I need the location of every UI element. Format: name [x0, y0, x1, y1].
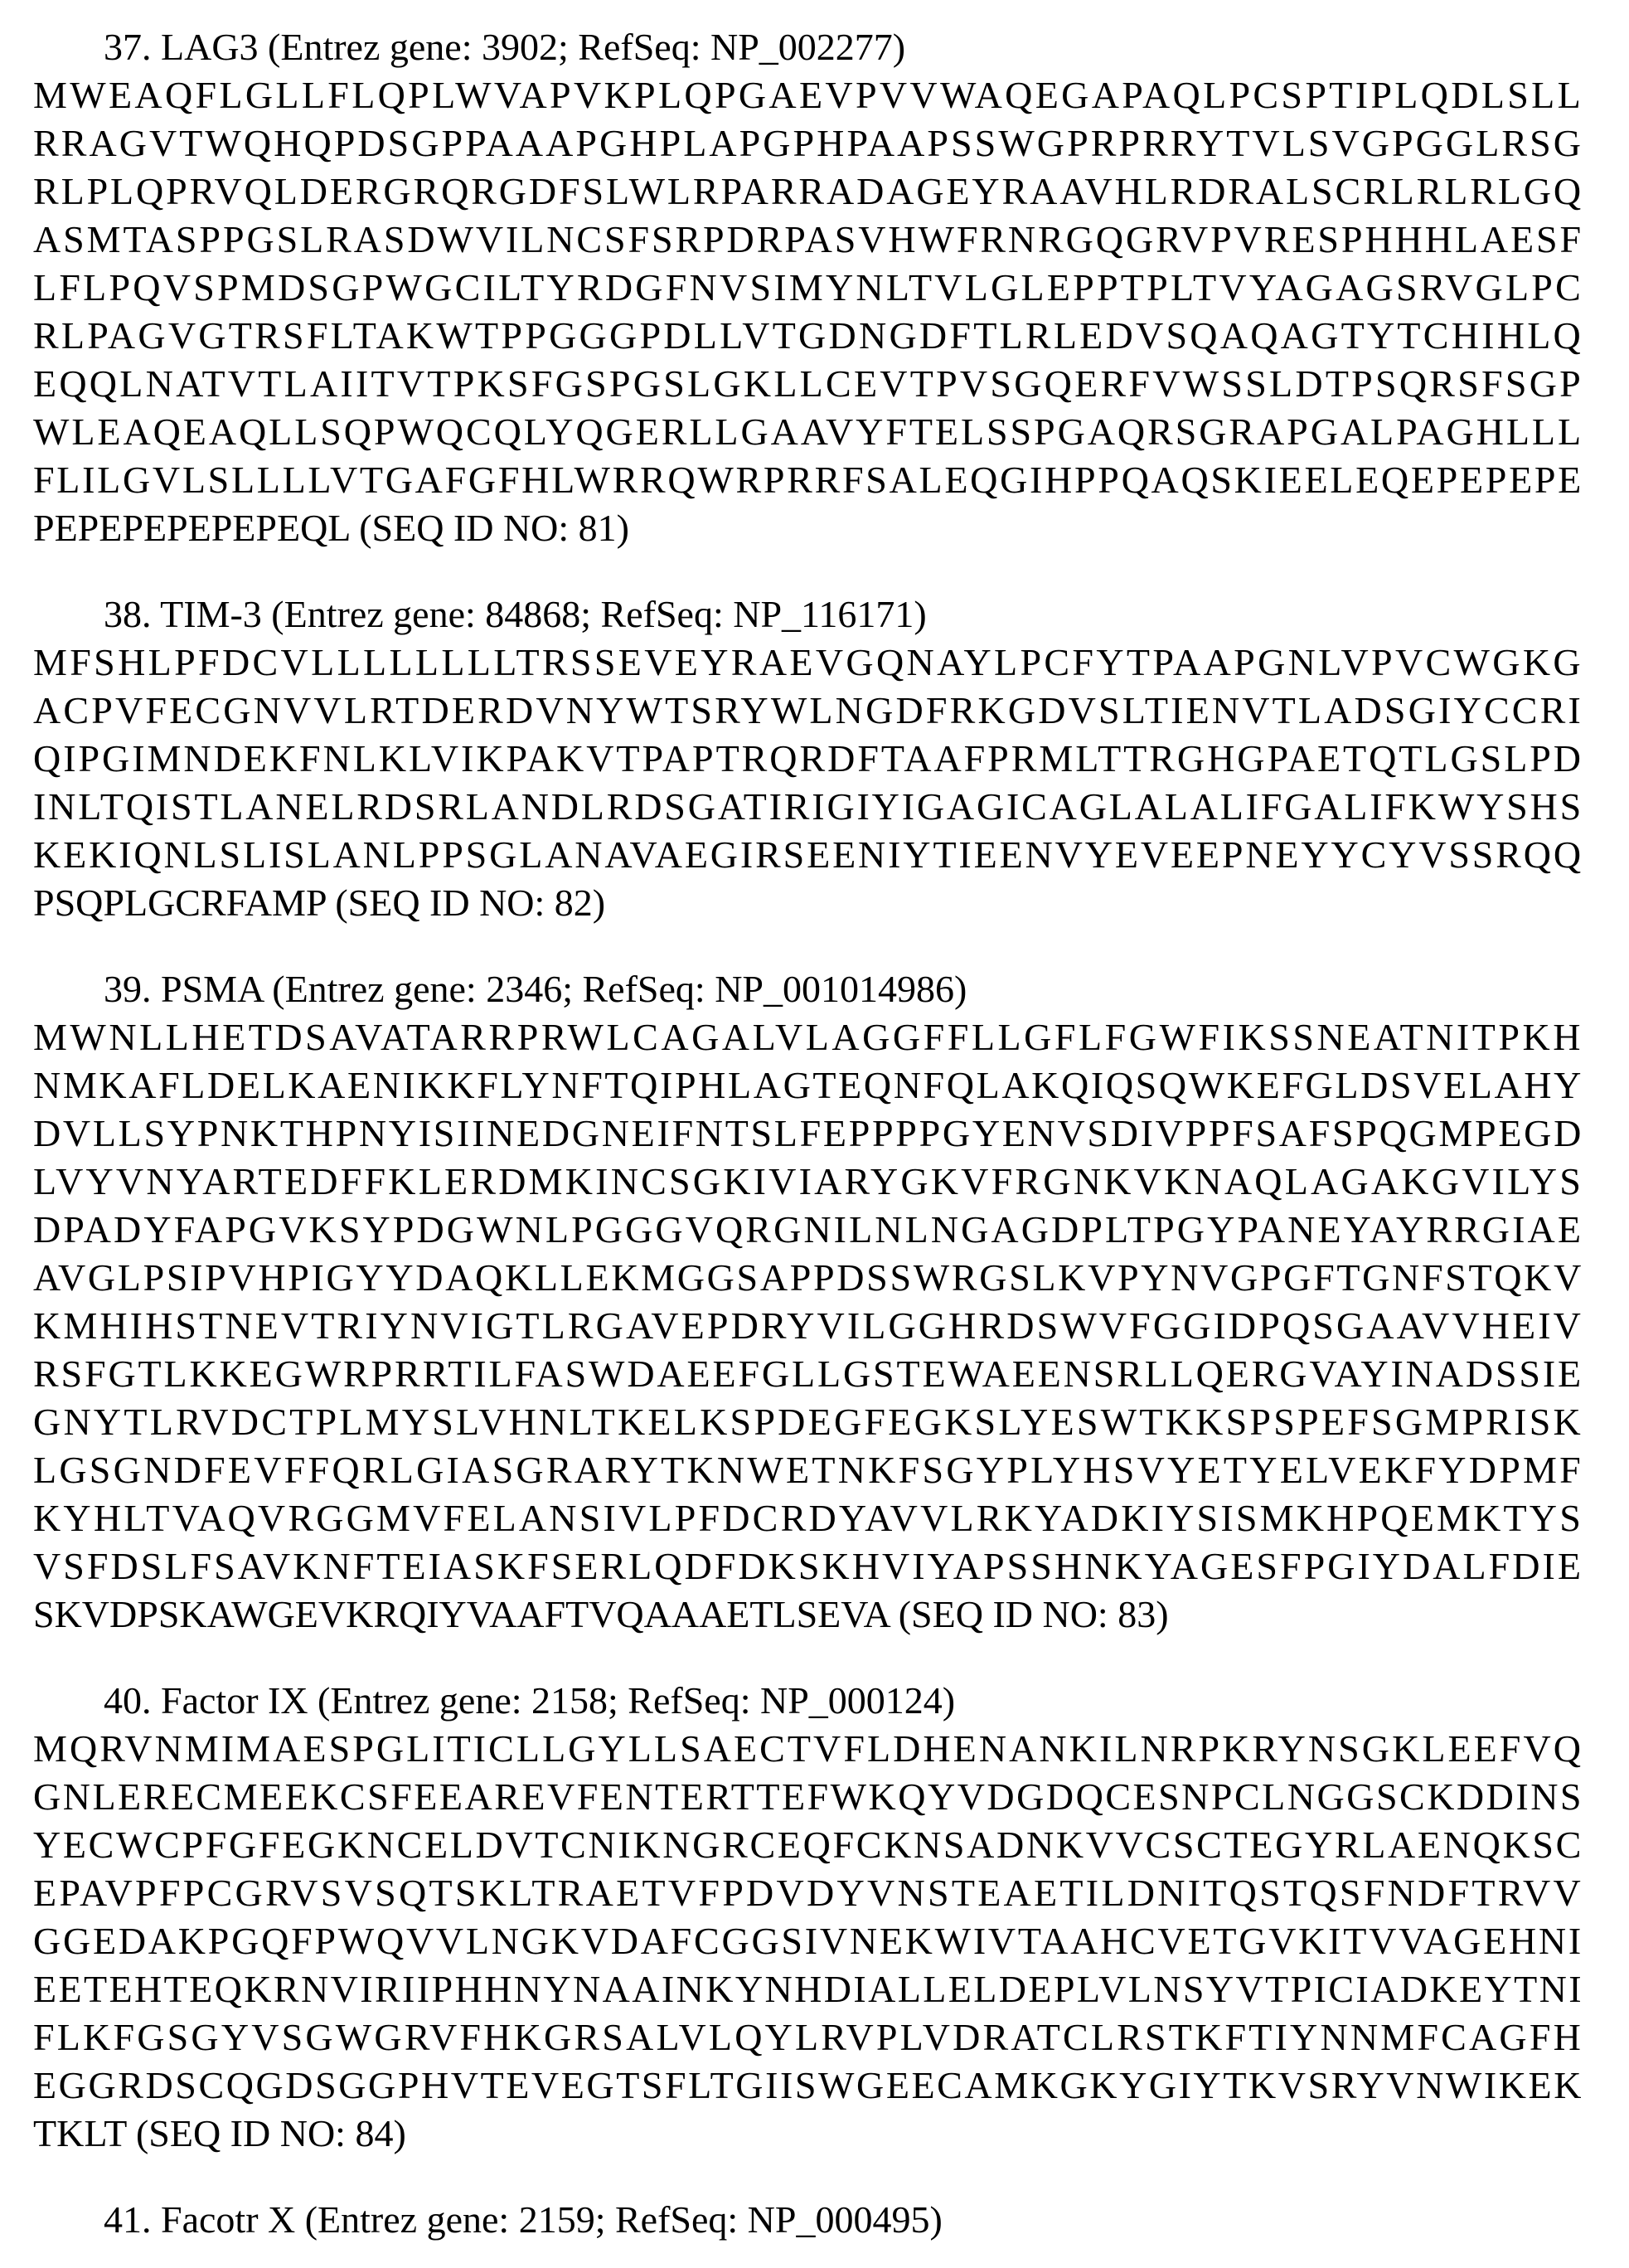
entry-heading: 37. LAG3 (Entrez gene: 3902; RefSeq: NP_002277) — [104, 26, 906, 68]
sequence-line: PEPEPEPEPEPEQL (SEQ ID NO: 81) — [33, 507, 629, 549]
sequence-line: QIPGIMNDEKFNLKLVIKPAKVTPAPTRQRDFTAAFPRMLTTRGHGPAETQTLGSLPD — [33, 737, 1583, 779]
sequence-line: FLILGVLSLLLLVTGAFGFHLWRRQWRPRRFSALEQGIHPPQAQSKIEELEQEPEPEPE — [33, 459, 1583, 501]
sequence-line: LFLPQVSPMDSGPWGCILTYRDGFNVSIMYNLTVLGLEPPTPLTVYAGAGSRVGLPC — [33, 266, 1583, 308]
sequence-line: VSFDSLFSAVKNFTEIASKFSERLQDFDKSKHVIYAPSSHNKYAGESFPGIYDALFDIE — [33, 1545, 1583, 1587]
sequence-entry — [33, 1677, 1583, 2158]
sequence-line: EPAVPFPCGRVSVSQTSKLTRAETVFPDVDYVNSTEAETILDNITQSTQSFNDFTRVV — [33, 1872, 1583, 1914]
sequence-line: RRAGVTWQHQPDSGPPAAAPGHPLAPGPHPAAPSSWGPRPRRYTVLSVGPGGLRSG — [33, 122, 1583, 164]
sequence-line: DVLLSYPNKTHPNYISIINEDGNEIFNTSLFEPPPPGYENVSDIVPPFSAFSPQGMPEGD — [33, 1112, 1583, 1154]
sequence-line: KMHIHSTNEVTRIYNVIGTLRGAVEPDRYVILGGHRDSWVFGGIDPQSGAAVVHEIV — [33, 1304, 1583, 1347]
sequence-line: TKLT (SEQ ID NO: 84) — [33, 2112, 406, 2154]
sequence-line: KYHLTVAQVRGGMVFELANSIVLPFDCRDYAVVLRKYADKIYSISMKHPQEMKTYS — [33, 1497, 1583, 1539]
sequence-line: RSFGTLKKEGWRPRRTILFASWDAEEFGLLGSTEWAEENSRLLQERGVAYINADSSIE — [33, 1353, 1583, 1395]
sequence-line: EQQLNATVTLAIITVTPKSFGSPGSLGKLLCEVTPVSGQERFVWSSLDTPSQRSFSGP — [33, 362, 1583, 405]
sequence-line: DPADYFAPGVKSYPDGWNLPGGGVQRGNILNLNGAGDPLTPGYPANEYAYRRGIAE — [33, 1208, 1583, 1251]
sequence-line: MFSHLPFDCVLLLLLLLLTRSSEVEYRAEVGQNAYLPCFYTPAAPGNLVPVCWGKG — [33, 641, 1583, 683]
sequence-line: AVGLPSIPVHPIGYYDAQKLLEKMGGSAPPDSSWRGSLKVPYNVGPGFTGNFSTQKV — [33, 1256, 1583, 1299]
sequence-line: SKVDPSKAWGEVKRQIYVAAFTVQAAAETLSEVA (SEQ ID NO: 83) — [33, 1593, 1169, 1635]
sequence-block — [33, 71, 1583, 552]
sequence-line: INLTQISTLANELRDSRLANDLRDSGATIRIGIYIGAGICAGLALALIFGALIFKWYSHS — [33, 785, 1583, 828]
sequence-line: EGGRDSCQGDSGGPHVTEVEGTSFLTGIISWGEECAMKGKYGIYTKVSRYVNWIKEK — [33, 2064, 1583, 2106]
sequence-entry — [33, 2196, 1583, 2244]
sequence-line: ASMTASPPGSLRASDWVILNCSFSRPDRPASVHWFRNRGQGRVPVRESPHHHLAESF — [33, 218, 1583, 260]
sequence-line: FLKFGSGYVSGWGRVFHKGRSALVLQYLRVPLVDRATCLRSTKFTIYNNMFCAGFH — [33, 2016, 1583, 2058]
sequence-line: MWEAQFLGLLFLQPLWVAPVKPLQPGAEVPVVWAQEGAPAQLPCSPTIPLQDLSLL — [33, 74, 1583, 116]
sequence-line: KEKIQNLSLISLANLPPSGLANAVAEGIRSEENIYTIEENVYEVEEPNEYYCYVSSRQQ — [33, 833, 1583, 876]
sequence-block — [33, 639, 1583, 927]
sequence-line: ACPVFECGNVVLRTDERDVNYWTSRYWLNGDFRKGDVSLTIENVTLADSGIYCCRI — [33, 689, 1583, 731]
entry-heading: 41. Facotr X (Entrez gene: 2159; RefSeq: NP_000495) — [104, 2198, 943, 2241]
sequence-line: GNYTLRVDCTPLMYSLVHNLTKELKSPDEGFEGKSLYESWTKKSPSPEFSGMPRISK — [33, 1401, 1583, 1443]
sequence-line: GGEDAKPGQFPWQVVLNGKVDAFCGGSIVNEKWIVTAAHCVETGVKITVVAGEHNI — [33, 1920, 1583, 1962]
sequence-line: MQRVNMIMAESPGLITICLLGYLLSAECTVFLDHENANKILNRPKRYNSGKLEEFVQ — [33, 1727, 1583, 1770]
sequence-entry — [33, 590, 1583, 927]
entry-heading: 38. TIM-3 (Entrez gene: 84868; RefSeq: NP_116171) — [104, 593, 927, 635]
sequence-line: MWNLLHETDSAVATARRPRWLCAGALVLAGGFFLLGFLFGWFIKSSNEATNITPKH — [33, 1016, 1583, 1058]
sequence-line: EETEHTEQKRNVIRIIPHHNYNAAINKYNHDIALLELDEPLVLNSYVTPICIADKEYTNI — [33, 1968, 1583, 2010]
entry-heading: 39. PSMA (Entrez gene: 2346; RefSeq: NP_001014986) — [104, 968, 967, 1010]
sequence-block — [33, 1725, 1583, 2158]
sequence-line: YECWCPFGFEGKNCELDVTCNIKNGRCEQFCKNSADNKVVCSCTEGYRLAENQKSC — [33, 1824, 1583, 1866]
entry-heading: 40. Factor IX (Entrez gene: 2158; RefSeq: NP_000124) — [104, 1679, 956, 1722]
sequence-entry — [33, 965, 1583, 1639]
sequence-line: LVYVNYARTEDFFKLERDMKINCSGKIVIARYGKVFRGNKVKNAQLAGAKGVILYS — [33, 1160, 1583, 1202]
sequence-line: WLEAQEAQLLSQPWQCQLYQGERLLGAAVYFTELSSPGAQRSGRAPGALPAGHLLL — [33, 410, 1583, 453]
sequence-line: PSQPLGCRFAMP (SEQ ID NO: 82) — [33, 881, 606, 924]
sequence-line: RLPLQPRVQLDERGRQRGDFSLWLRPARRADAGEYRAAVHLRDRALSCRLRLRLGQ — [33, 170, 1583, 212]
sequence-entry — [33, 23, 1583, 552]
sequence-line: LGSGNDFEVFFQRLGIASGRARYTKNWETNKFSGYPLYHSVYETYELVEKFYDPMF — [33, 1449, 1583, 1491]
sequence-line: RLPAGVGTRSFLTAKWTPPGGGPDLLVTGDNGDFTLRLEDVSQAQAGTYTCHIHLQ — [33, 314, 1583, 357]
sequence-block — [33, 1013, 1583, 1639]
sequence-line: NMKAFLDELKAENIKKFLYNFTQIPHLAGTEQNFQLAKQIQSQWKEFGLDSVELAHY — [33, 1064, 1583, 1106]
sequence-line: GNLERECMEEKCSFEEAREVFENTERTTEFWKQYVDGDQCESNPCLNGGSCKDDINS — [33, 1775, 1583, 1818]
